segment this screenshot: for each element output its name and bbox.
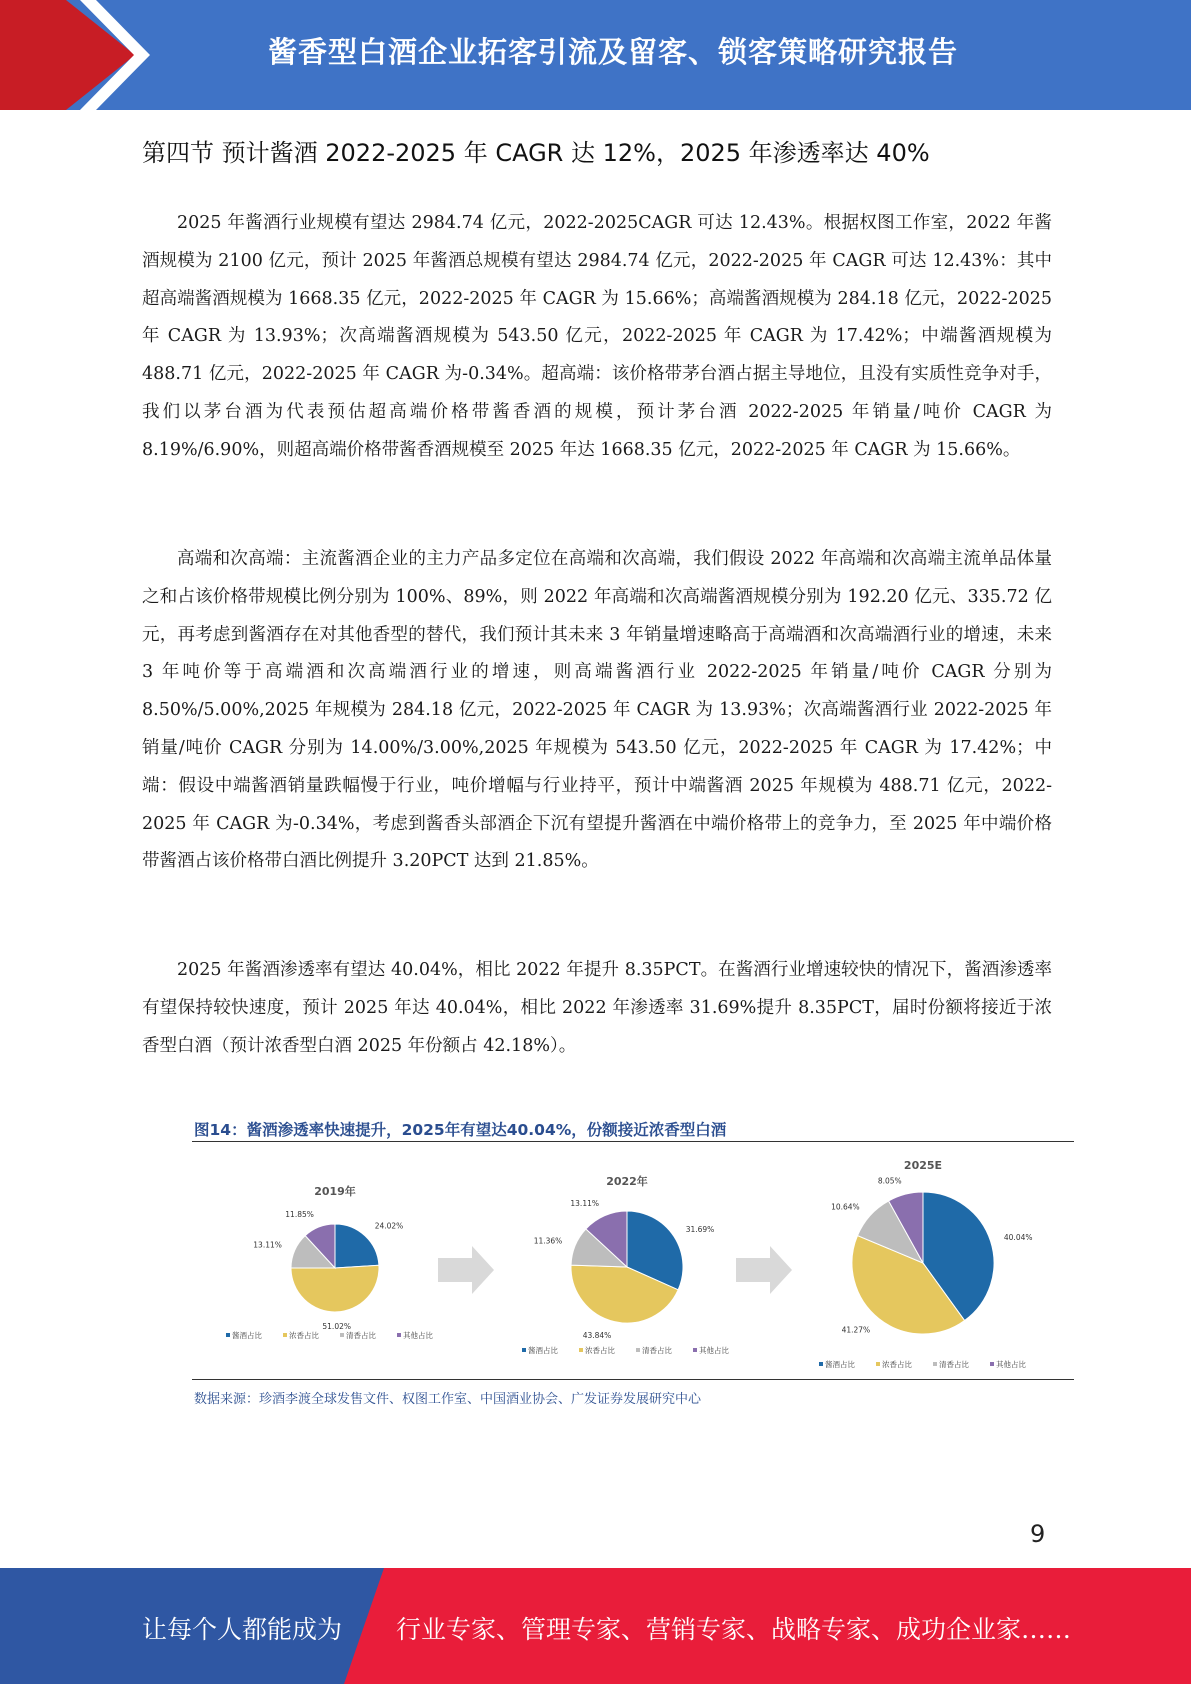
- pie-chart: [819, 1159, 1033, 1369]
- legend-swatch: [693, 1348, 697, 1352]
- legend-swatch: [933, 1362, 937, 1366]
- pie-data-label: 11.85%: [285, 1210, 314, 1219]
- legend-swatch: [226, 1333, 230, 1337]
- pie-data-label: 13.11%: [570, 1198, 599, 1208]
- header-red-arrow: [0, 0, 135, 110]
- legend-label: 浓香占比: [289, 1331, 319, 1340]
- pie-data-label: 41.27%: [841, 1325, 871, 1335]
- legend-swatch: [397, 1333, 401, 1337]
- legend-swatch: [876, 1362, 880, 1366]
- legend-label: 清香占比: [642, 1346, 672, 1355]
- legend-label: 清香占比: [939, 1360, 969, 1369]
- pie-title: 2025E: [903, 1159, 943, 1172]
- legend-swatch: [990, 1362, 994, 1366]
- legend-label: 其他占比: [699, 1346, 729, 1355]
- pie-data-label: 11.36%: [533, 1236, 563, 1246]
- pie-title: 2022年: [606, 1175, 648, 1188]
- legend-swatch: [636, 1348, 640, 1352]
- pie-data-label: 24.02%: [374, 1221, 404, 1231]
- arrow-right-icon: [438, 1246, 494, 1294]
- legend-swatch: [283, 1333, 287, 1337]
- figure-source: 数据来源：珍酒李渡全球发售文件、权图工作室、中国酒业协会、广发证券发展研究中心: [194, 1392, 702, 1407]
- paragraph-penetration: 2025 年酱酒渗透率有望达 40.04%，相比 2022 年提升 8.35PCT。在酱酒行业增速较快的情况下，酱酒渗透率有望保持较快速度，预计 2025 年达 40.04%，相比 2022 年渗透率 31.69%提升 8.35PCT，届时份额将接近于浓香型白酒（预计浓香型白酒 2025 年份额占 42.18%）。: [142, 960, 1052, 1056]
- page-number: 9: [1030, 1520, 1046, 1548]
- page-header: [0, 0, 1191, 110]
- pie-slice: [291, 1265, 379, 1312]
- pie-data-label: 13.11%: [253, 1240, 282, 1250]
- legend-label: 其他占比: [403, 1331, 433, 1340]
- pie-slice: [335, 1224, 379, 1268]
- report-title: 酱香型白酒企业拓客引流及留客、锁客策略研究报告: [268, 35, 959, 69]
- figure-title: 图14：酱酒渗透率快速提升，2025年有望达40.04%，份额接近浓香型白酒: [194, 1121, 727, 1139]
- figure-14: [192, 1113, 1074, 1413]
- page-footer: [0, 1568, 1191, 1684]
- legend-swatch: [340, 1333, 344, 1337]
- legend-label: 酱酒占比: [232, 1331, 262, 1340]
- arrow-right-icon: [736, 1246, 792, 1294]
- pie-data-label: 51.02%: [322, 1322, 352, 1331]
- legend-label: 清香占比: [346, 1331, 376, 1340]
- figure-bottom-rule: [192, 1379, 1074, 1380]
- pie-data-label: 10.64%: [831, 1202, 860, 1212]
- legend-swatch: [819, 1362, 823, 1366]
- pie-title: 2019年: [314, 1185, 356, 1198]
- legend-swatch: [579, 1348, 583, 1352]
- legend-swatch: [522, 1348, 526, 1352]
- pie-chart: [226, 1184, 433, 1340]
- footer-slogan-left: 让每个人都能成为: [142, 1615, 343, 1644]
- legend-label: 酱酒占比: [528, 1346, 558, 1355]
- legend-label: 浓香占比: [882, 1360, 912, 1369]
- paragraph-market-size: 2025 年酱酒行业规模有望达 2984.74 亿元，2022-2025CAGR 可达 12.43%。根据权图工作室，2022 年酱酒规模为 2100 亿元，预计 2025 年酱酒总规模有望达 2984.74 亿元，2022-2025 年 CAGR 可达 12.43%：其中超高端酱酒规模为 1668.35 亿元，2022-2025 年 CAGR 为 15.66%；高端酱酒规模为 284.18 亿元，2022-2025 年 CAGR 为 13.93%；次高端酱酒规模为 543.50 亿元，2022-2025 年 CAGR 为 17.42%；中端酱酒规模为 488.71 亿元，2022-2025 年 CAGR 为-0.34%。超高端：该价格带茅台酒占据主导地位，且没有实质性竞争对手，我们以茅台酒为代表预估超高端价格带酱香酒的规模，预计茅台酒 2022-2025 年销量/吨价 CAGR 为 8.19%/6.90%，则超高端价格带酱香酒规模至 2025 年达 1668.35 亿元，2022-2025 年 CAGR 为 15.66%。: [142, 213, 1052, 460]
- pie-data-label: 40.04%: [1003, 1232, 1033, 1242]
- legend-label: 其他占比: [996, 1360, 1026, 1369]
- footer-slogan-right: 行业专家、管理专家、营销专家、战略专家、成功企业家……: [396, 1615, 1072, 1644]
- pie-data-label: 43.84%: [582, 1331, 612, 1341]
- pie-data-label: 8.05%: [877, 1176, 902, 1186]
- section-heading: 第四节 预计酱酒 2022-2025 年 CAGR 达 12%，2025 年渗透率达 40%: [142, 139, 930, 167]
- paragraph-high-end: 高端和次高端：主流酱酒企业的主力产品多定位在高端和次高端，我们假设 2022 年高端和次高端主流单品体量之和占该价格带规模比例分别为 100%、89%，则 2022 年高端和次高端酱酒规模分别为 192.20 亿元、335.72 亿元，再考虑到酱酒存在对其他香型的替代，我们预计其未来 3 年销量增速略高于高端酒和次高端酒行业的增速，未来 3 年吨价等于高端酒和次高端酒行业的增速，则高端酱酒行业 2022-2025 年销量/吨价 CAGR 分别为 8.50%/5.00%,2025 年规模为 284.18 亿元，2022-2025 年 CAGR 为 13.93%；次高端酱酒行业 2022-2025 年销量/吨价 CAGR 分别为 14.00%/3.00%,2025 年规模为 543.50 亿元，2022-2025 年 CAGR 为 17.42%；中端：假设中端酱酒销量跌幅慢于行业，吨价增幅与行业持平，预计中端酱酒 2025 年规模为 488.71 亿元，2022-2025 年 CAGR 为-0.34%，考虑到酱香头部酒企下沉有望提升酱酒在中端价格带上的竞争力，至 2025 年中端价格带酱酒占该价格带白酒比例提升 3.20PCT 达到 21.85%。: [142, 549, 1052, 872]
- pie-chart: [522, 1174, 729, 1355]
- legend-label: 浓香占比: [585, 1346, 615, 1355]
- pie-data-label: 31.69%: [685, 1224, 715, 1234]
- pie-charts: [192, 1113, 1074, 1379]
- legend-label: 酱酒占比: [825, 1360, 855, 1369]
